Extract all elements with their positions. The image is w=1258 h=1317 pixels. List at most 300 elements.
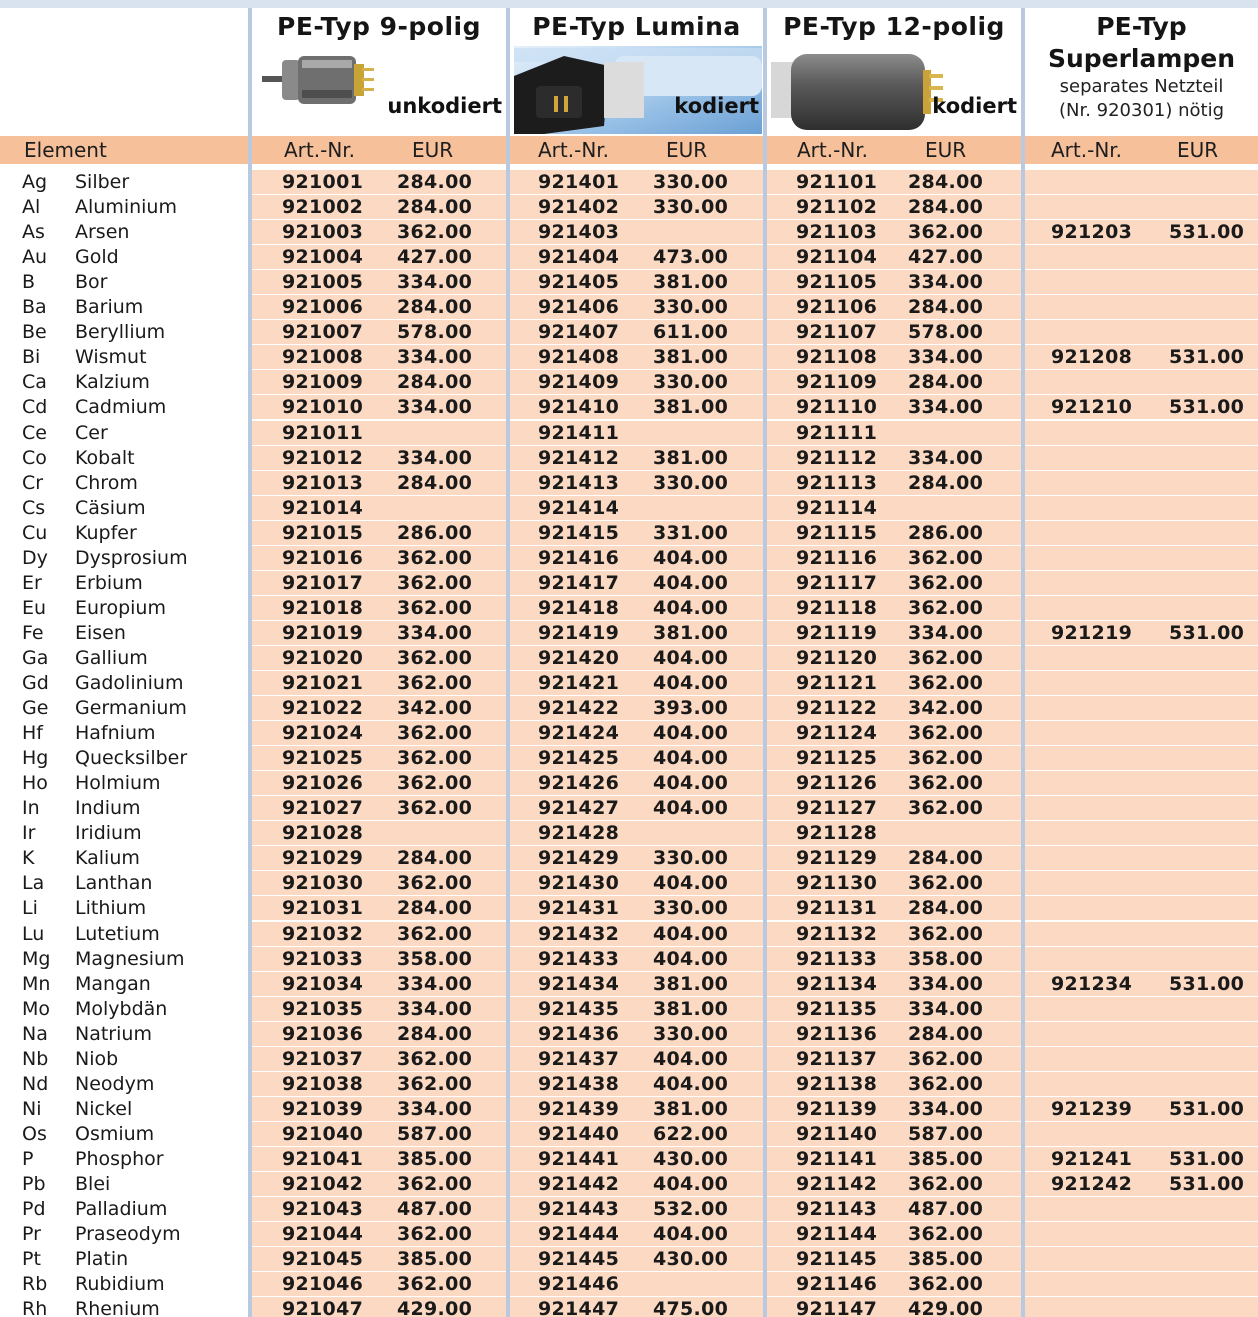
price-eur: 427.00 bbox=[397, 246, 473, 269]
price-eur: 381.00 bbox=[653, 972, 729, 995]
price-eur: 330.00 bbox=[653, 296, 729, 319]
price-eur: 429.00 bbox=[397, 1298, 473, 1317]
price-eur: 330.00 bbox=[653, 847, 729, 870]
art-nr: 921432 bbox=[538, 922, 620, 945]
price-cell bbox=[252, 471, 506, 495]
element-symbol: Ce bbox=[22, 421, 47, 444]
price-cell bbox=[1025, 1297, 1258, 1317]
table-row bbox=[0, 1072, 1258, 1097]
art-nr: 921142 bbox=[796, 1173, 878, 1195]
table-row bbox=[0, 1197, 1258, 1222]
price-eur: 334.00 bbox=[908, 621, 984, 644]
price-cell bbox=[252, 1197, 506, 1221]
art-nr: 921418 bbox=[538, 596, 620, 619]
price-cell bbox=[252, 1222, 506, 1246]
art-nr: 921102 bbox=[796, 196, 878, 219]
element-symbol: Hg bbox=[22, 747, 49, 770]
element-symbol: Ba bbox=[22, 296, 47, 319]
art-nr: 921010 bbox=[282, 396, 364, 419]
price-cell bbox=[510, 646, 763, 670]
element-symbol: Dy bbox=[22, 546, 48, 569]
table-row bbox=[0, 796, 1258, 821]
price-eur: 385.00 bbox=[397, 1248, 473, 1271]
art-nr: 921146 bbox=[796, 1273, 878, 1296]
art-nr: 921032 bbox=[282, 922, 364, 945]
art-nr: 921412 bbox=[538, 446, 620, 469]
price-cell bbox=[767, 646, 1021, 670]
price-eur: 404.00 bbox=[653, 797, 729, 820]
element-name: Barium bbox=[75, 296, 144, 319]
art-nr: 921137 bbox=[796, 1047, 878, 1070]
art-nr: 921134 bbox=[796, 972, 878, 995]
element-symbol: La bbox=[22, 872, 45, 895]
art-nr: 921402 bbox=[538, 196, 620, 219]
element-name: Quecksilber bbox=[75, 747, 188, 770]
element-name: Gallium bbox=[75, 646, 148, 669]
price-eur: 284.00 bbox=[908, 847, 984, 870]
art-nr: 921442 bbox=[538, 1173, 620, 1195]
art-nr: 921408 bbox=[538, 346, 620, 369]
price-cell bbox=[510, 195, 763, 219]
price-cell bbox=[1025, 571, 1258, 595]
element-symbol: Nd bbox=[22, 1072, 49, 1095]
art-nr: 921136 bbox=[796, 1022, 878, 1045]
art-nr: 921008 bbox=[282, 346, 364, 369]
art-nr: 921122 bbox=[796, 697, 878, 720]
price-eur: 385.00 bbox=[908, 1147, 984, 1170]
art-nr: 921035 bbox=[282, 997, 364, 1020]
art-nr: 921414 bbox=[538, 496, 620, 519]
price-cell bbox=[252, 295, 506, 319]
price-cell bbox=[252, 1147, 506, 1171]
art-nr: 921121 bbox=[796, 672, 878, 694]
price-cell bbox=[510, 1222, 763, 1246]
price-eur: 362.00 bbox=[908, 797, 984, 820]
price-cell bbox=[510, 295, 763, 319]
price-eur: 362.00 bbox=[397, 672, 473, 694]
price-eur: 362.00 bbox=[397, 797, 473, 820]
art-nr: 921033 bbox=[282, 947, 364, 970]
price-cell bbox=[1025, 1172, 1258, 1196]
table-row bbox=[0, 421, 1258, 446]
art-nr: 921113 bbox=[796, 471, 878, 494]
price-eur: 284.00 bbox=[908, 371, 984, 394]
element-symbol: Cr bbox=[22, 471, 44, 494]
price-cell bbox=[252, 170, 506, 194]
art-nr: 921006 bbox=[282, 296, 364, 319]
price-cell bbox=[510, 922, 763, 946]
price-eur: 487.00 bbox=[397, 1198, 473, 1221]
art-nr: 921417 bbox=[538, 571, 620, 594]
eur-label: EUR bbox=[666, 138, 708, 162]
element-name: Kupfer bbox=[75, 521, 137, 544]
table-row bbox=[0, 471, 1258, 496]
price-cell bbox=[510, 1172, 763, 1196]
header-note: separates Netzteil bbox=[1059, 76, 1224, 97]
art-nr: 921210 bbox=[1051, 396, 1133, 419]
header-tag: unkodiert bbox=[387, 94, 502, 118]
price-eur: 487.00 bbox=[908, 1198, 984, 1221]
price-cell bbox=[252, 395, 506, 419]
price-cell bbox=[252, 245, 506, 269]
price-cell bbox=[252, 922, 506, 946]
element-name: Nickel bbox=[75, 1097, 133, 1120]
art-nr: 921028 bbox=[282, 822, 364, 845]
element-symbol: Bi bbox=[22, 346, 41, 369]
art-nr: 921413 bbox=[538, 471, 620, 494]
price-cell bbox=[1025, 370, 1258, 394]
price-cell bbox=[767, 571, 1021, 595]
art-nr: 921038 bbox=[282, 1072, 364, 1095]
element-symbol: Pd bbox=[22, 1198, 46, 1221]
art-nr: 921404 bbox=[538, 246, 620, 269]
art-nr: 921017 bbox=[282, 571, 364, 594]
element-symbol: Hf bbox=[22, 722, 43, 745]
price-eur: 475.00 bbox=[653, 1298, 729, 1317]
element-name: Praseodym bbox=[75, 1223, 181, 1246]
price-eur: 381.00 bbox=[653, 346, 729, 369]
price-cell bbox=[252, 1247, 506, 1271]
price-eur: 404.00 bbox=[653, 872, 729, 895]
header-title: PE-Typ 9-polig bbox=[277, 12, 481, 41]
table-row bbox=[0, 345, 1258, 370]
table-row bbox=[0, 721, 1258, 746]
price-eur: 362.00 bbox=[908, 546, 984, 569]
price-eur: 578.00 bbox=[908, 321, 984, 344]
price-eur: 284.00 bbox=[908, 196, 984, 219]
price-cell bbox=[252, 721, 506, 745]
price-cell bbox=[252, 821, 506, 845]
art-nr: 921031 bbox=[282, 897, 364, 920]
price-cell bbox=[767, 446, 1021, 470]
price-eur: 531.00 bbox=[1169, 396, 1245, 419]
price-cell bbox=[767, 997, 1021, 1021]
price-cell bbox=[510, 496, 763, 520]
price-cell bbox=[767, 1297, 1021, 1317]
price-cell bbox=[252, 521, 506, 545]
price-cell bbox=[510, 1022, 763, 1046]
price-eur: 284.00 bbox=[397, 171, 473, 193]
art-nr: 921037 bbox=[282, 1047, 364, 1070]
element-symbol: As bbox=[22, 221, 45, 244]
art-nr: 921106 bbox=[796, 296, 878, 319]
art-nr: 921239 bbox=[1051, 1097, 1133, 1120]
price-eur: 404.00 bbox=[653, 546, 729, 569]
price-cell bbox=[767, 245, 1021, 269]
price-cell bbox=[510, 1247, 763, 1271]
price-eur: 362.00 bbox=[908, 772, 984, 795]
art-nr: 921141 bbox=[796, 1147, 878, 1170]
art-nr: 921242 bbox=[1051, 1173, 1133, 1195]
art-nr: 921041 bbox=[282, 1147, 364, 1170]
element-name: Cäsium bbox=[75, 496, 146, 519]
art-nr: 921109 bbox=[796, 371, 878, 394]
art-nr: 921419 bbox=[538, 621, 620, 644]
price-eur: 362.00 bbox=[908, 1072, 984, 1095]
element-name: Eisen bbox=[75, 621, 126, 644]
price-eur: 334.00 bbox=[397, 621, 473, 644]
price-cell bbox=[252, 345, 506, 369]
table-row bbox=[0, 646, 1258, 671]
price-cell bbox=[252, 546, 506, 570]
table-row bbox=[0, 947, 1258, 972]
price-cell bbox=[510, 370, 763, 394]
element-symbol: B bbox=[22, 271, 36, 294]
price-cell bbox=[1025, 1047, 1258, 1071]
art-nr: 921111 bbox=[796, 421, 878, 444]
price-eur: 404.00 bbox=[653, 772, 729, 795]
price-eur: 334.00 bbox=[397, 396, 473, 419]
table-row bbox=[0, 245, 1258, 270]
price-eur: 334.00 bbox=[397, 346, 473, 369]
price-eur: 334.00 bbox=[908, 972, 984, 995]
price-eur: 334.00 bbox=[908, 396, 984, 419]
price-eur: 404.00 bbox=[653, 1173, 729, 1195]
price-cell bbox=[767, 471, 1021, 495]
art-nr: 921421 bbox=[538, 672, 620, 694]
art-nr: 921001 bbox=[282, 171, 364, 193]
element-name: Kobalt bbox=[75, 446, 135, 469]
price-cell bbox=[767, 1147, 1021, 1171]
price-eur: 362.00 bbox=[908, 672, 984, 694]
price-cell bbox=[1025, 1247, 1258, 1271]
art-nr: 921446 bbox=[538, 1273, 620, 1296]
art-nr: 921426 bbox=[538, 772, 620, 795]
art-nr: 921007 bbox=[282, 321, 364, 344]
element-name: Dysprosium bbox=[75, 546, 188, 569]
price-cell bbox=[510, 170, 763, 194]
price-cell bbox=[1025, 1147, 1258, 1171]
table-row bbox=[0, 1272, 1258, 1297]
price-eur: 334.00 bbox=[397, 972, 473, 995]
art-nr: 921128 bbox=[796, 822, 878, 845]
element-symbol: Rh bbox=[22, 1298, 48, 1317]
price-eur: 362.00 bbox=[397, 571, 473, 594]
price-eur: 531.00 bbox=[1169, 1173, 1245, 1195]
table-row bbox=[0, 395, 1258, 420]
element-name: Lithium bbox=[75, 897, 147, 920]
element-symbol: Li bbox=[22, 897, 38, 920]
price-eur: 404.00 bbox=[653, 1047, 729, 1070]
price-cell bbox=[510, 796, 763, 820]
header-tag: kodiert bbox=[932, 94, 1017, 118]
art-nr: 921411 bbox=[538, 421, 620, 444]
table-row bbox=[0, 922, 1258, 947]
table-row bbox=[0, 1097, 1258, 1122]
element-label: Element bbox=[24, 138, 107, 162]
lumina-lamp-image bbox=[514, 46, 762, 134]
price-eur: 362.00 bbox=[397, 596, 473, 619]
table-row bbox=[0, 1022, 1258, 1047]
element-name: Aluminium bbox=[75, 196, 177, 219]
top-band bbox=[0, 0, 1258, 8]
table-row bbox=[0, 370, 1258, 395]
art-nr: 921132 bbox=[796, 922, 878, 945]
price-eur: 427.00 bbox=[908, 246, 984, 269]
element-name: Erbium bbox=[75, 571, 143, 594]
price-eur: 284.00 bbox=[397, 847, 473, 870]
element-name: Niob bbox=[75, 1047, 119, 1070]
art-nr: 921208 bbox=[1051, 346, 1133, 369]
price-cell bbox=[1025, 596, 1258, 620]
price-eur: 330.00 bbox=[653, 471, 729, 494]
art-nr: 921425 bbox=[538, 747, 620, 770]
price-cell bbox=[767, 1072, 1021, 1096]
price-eur: 381.00 bbox=[653, 621, 729, 644]
element-name: Chrom bbox=[75, 471, 138, 494]
price-eur: 284.00 bbox=[397, 196, 473, 219]
art-nr: 921101 bbox=[796, 171, 878, 193]
element-name: Gadolinium bbox=[75, 672, 184, 694]
price-cell bbox=[767, 170, 1021, 194]
price-cell bbox=[1025, 345, 1258, 369]
eur-label: EUR bbox=[1177, 138, 1219, 162]
price-cell bbox=[1025, 1197, 1258, 1221]
subheader-element bbox=[0, 136, 248, 164]
price-cell bbox=[1025, 320, 1258, 344]
price-cell bbox=[510, 270, 763, 294]
element-symbol: Mg bbox=[22, 947, 51, 970]
art-nr: 921431 bbox=[538, 897, 620, 920]
element-name: Lutetium bbox=[75, 922, 160, 945]
art-nr: 921124 bbox=[796, 722, 878, 745]
element-name: Beryllium bbox=[75, 321, 166, 344]
art-nr: 921117 bbox=[796, 571, 878, 594]
price-cell bbox=[510, 972, 763, 996]
table-row bbox=[0, 621, 1258, 646]
art-nr: 921145 bbox=[796, 1248, 878, 1271]
price-eur: 531.00 bbox=[1169, 972, 1245, 995]
price-eur: 334.00 bbox=[908, 997, 984, 1020]
table-row bbox=[0, 821, 1258, 846]
price-cell bbox=[767, 846, 1021, 870]
element-name: Phosphor bbox=[75, 1147, 164, 1170]
price-cell bbox=[767, 972, 1021, 996]
art-nr: 921135 bbox=[796, 997, 878, 1020]
art-label: Art.-Nr. bbox=[1051, 138, 1123, 162]
price-cell bbox=[252, 997, 506, 1021]
header-9-polig bbox=[252, 8, 506, 134]
element-name: Molybdän bbox=[75, 997, 168, 1020]
price-eur: 473.00 bbox=[653, 246, 729, 269]
element-symbol: P bbox=[22, 1147, 34, 1170]
price-eur: 286.00 bbox=[397, 521, 473, 544]
subheader-col2 bbox=[510, 136, 763, 164]
price-cell bbox=[1025, 1022, 1258, 1046]
price-eur: 362.00 bbox=[908, 646, 984, 669]
price-cell bbox=[1025, 771, 1258, 795]
element-symbol: K bbox=[22, 847, 35, 870]
subheader-col3 bbox=[767, 136, 1021, 164]
element-symbol: Cu bbox=[22, 521, 48, 544]
table-row bbox=[0, 546, 1258, 571]
price-eur: 284.00 bbox=[908, 897, 984, 920]
price-cell bbox=[767, 1197, 1021, 1221]
art-nr: 921440 bbox=[538, 1122, 620, 1145]
element-symbol: In bbox=[22, 797, 40, 820]
price-cell bbox=[767, 746, 1021, 770]
art-nr: 921428 bbox=[538, 822, 620, 845]
price-cell bbox=[510, 947, 763, 971]
price-eur: 429.00 bbox=[908, 1298, 984, 1317]
price-eur: 334.00 bbox=[908, 346, 984, 369]
art-nr: 921415 bbox=[538, 521, 620, 544]
price-cell bbox=[767, 370, 1021, 394]
price-eur: 284.00 bbox=[397, 897, 473, 920]
price-cell bbox=[252, 571, 506, 595]
price-cell bbox=[252, 370, 506, 394]
price-eur: 362.00 bbox=[908, 1273, 984, 1296]
art-nr: 921110 bbox=[796, 396, 878, 419]
price-cell bbox=[252, 496, 506, 520]
price-cell bbox=[1025, 1222, 1258, 1246]
price-eur: 362.00 bbox=[397, 1047, 473, 1070]
price-cell bbox=[252, 220, 506, 244]
element-symbol: Ca bbox=[22, 371, 47, 394]
element-symbol: Ho bbox=[22, 772, 48, 795]
price-cell bbox=[510, 1147, 763, 1171]
price-eur: 362.00 bbox=[397, 646, 473, 669]
table-row bbox=[0, 1122, 1258, 1147]
price-cell bbox=[1025, 972, 1258, 996]
price-cell bbox=[510, 746, 763, 770]
element-name: Natrium bbox=[75, 1022, 152, 1045]
price-cell bbox=[1025, 947, 1258, 971]
price-eur: 362.00 bbox=[908, 1223, 984, 1246]
art-nr: 921219 bbox=[1051, 621, 1133, 644]
price-cell bbox=[767, 796, 1021, 820]
price-cell bbox=[767, 1247, 1021, 1271]
art-nr: 921429 bbox=[538, 847, 620, 870]
price-cell bbox=[252, 1072, 506, 1096]
art-nr: 921241 bbox=[1051, 1147, 1133, 1170]
price-eur: 362.00 bbox=[397, 747, 473, 770]
price-eur: 362.00 bbox=[908, 747, 984, 770]
element-name: Europium bbox=[75, 596, 166, 619]
price-eur: 358.00 bbox=[908, 947, 984, 970]
price-eur: 393.00 bbox=[653, 697, 729, 720]
price-eur: 334.00 bbox=[908, 1097, 984, 1120]
price-cell bbox=[252, 846, 506, 870]
art-nr: 921039 bbox=[282, 1097, 364, 1120]
price-cell bbox=[1025, 796, 1258, 820]
price-cell bbox=[1025, 871, 1258, 895]
price-cell bbox=[510, 596, 763, 620]
price-cell bbox=[767, 1172, 1021, 1196]
price-cell bbox=[252, 270, 506, 294]
price-cell bbox=[252, 671, 506, 695]
price-cell bbox=[510, 521, 763, 545]
price-eur: 284.00 bbox=[397, 1022, 473, 1045]
price-cell bbox=[767, 771, 1021, 795]
price-cell bbox=[252, 972, 506, 996]
price-cell bbox=[1025, 446, 1258, 470]
element-symbol: Ga bbox=[22, 646, 49, 669]
price-eur: 284.00 bbox=[908, 1022, 984, 1045]
price-eur: 381.00 bbox=[653, 1097, 729, 1120]
eur-label: EUR bbox=[925, 138, 967, 162]
art-nr: 921147 bbox=[796, 1298, 878, 1317]
art-nr: 921021 bbox=[282, 672, 364, 694]
price-cell bbox=[1025, 696, 1258, 720]
subheader-col4 bbox=[1025, 136, 1258, 164]
price-cell bbox=[510, 821, 763, 845]
art-label: Art.-Nr. bbox=[538, 138, 610, 162]
art-nr: 921026 bbox=[282, 772, 364, 795]
art-nr: 921019 bbox=[282, 621, 364, 644]
price-cell bbox=[510, 1097, 763, 1121]
table-row bbox=[0, 997, 1258, 1022]
